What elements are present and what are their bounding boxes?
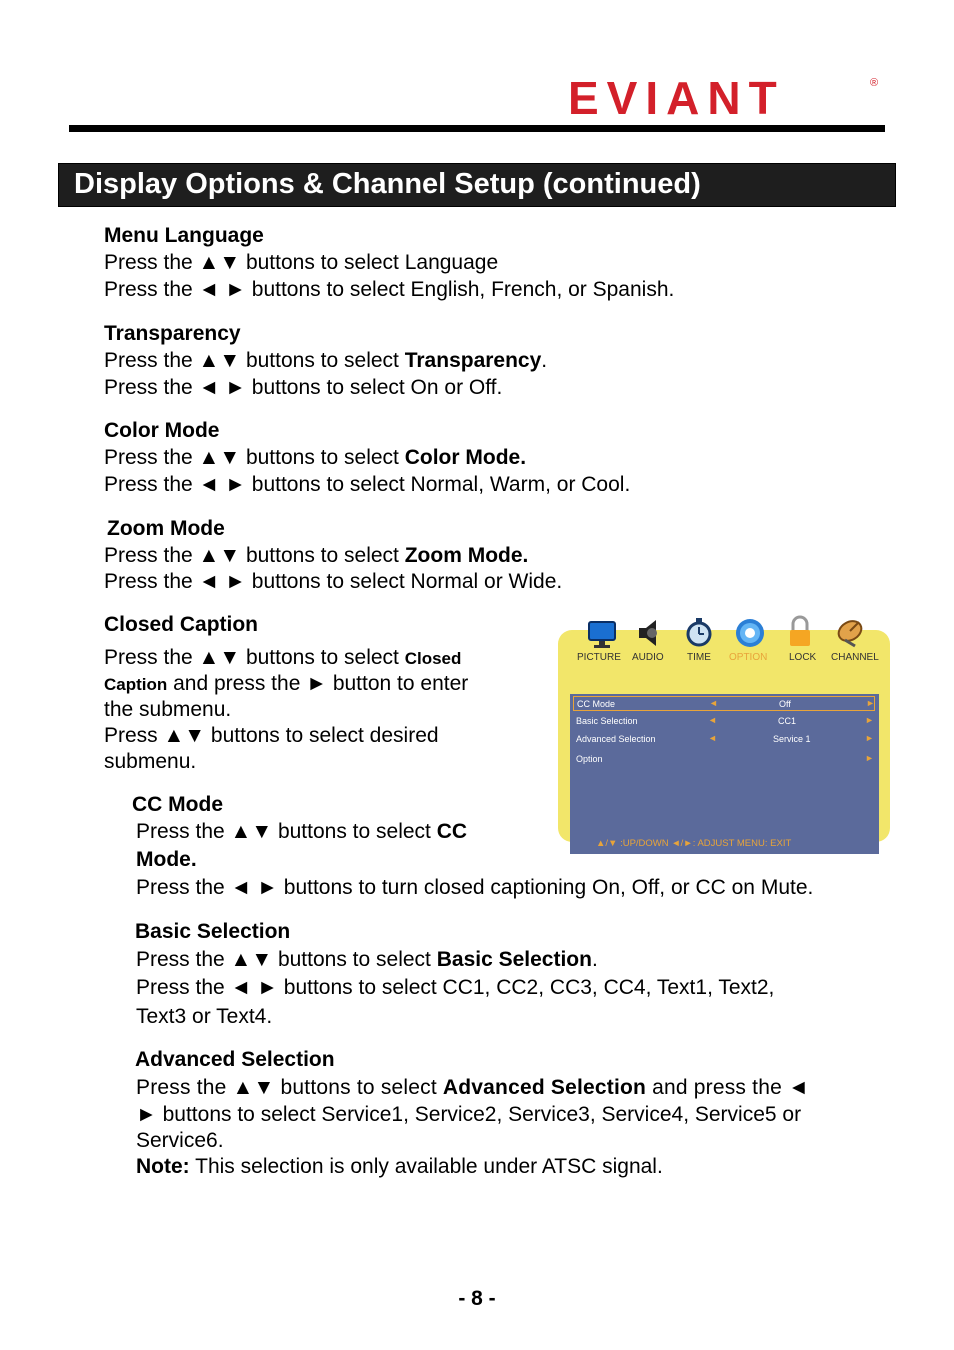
tab-channel: CHANNEL xyxy=(831,652,879,663)
lock-icon xyxy=(781,606,819,652)
tab-lock: LOCK xyxy=(789,652,817,663)
cc-mode-line2: Mode. xyxy=(136,848,197,871)
monitor-icon xyxy=(583,606,621,652)
menu-panel xyxy=(570,694,879,854)
transparency-heading: Transparency xyxy=(104,322,241,345)
closed-caption-line2: Caption and press the ► button to enter xyxy=(104,672,469,695)
menu-row-cc-mode: CC Mode ◄ Off ► xyxy=(573,696,875,711)
closed-caption-line4: Press ▲▼ buttons to select desired xyxy=(104,724,439,747)
zoom-mode-line2: Press the ◄ ► buttons to select Normal or Wide. xyxy=(104,570,563,593)
color-mode-line2: Press the ◄ ► buttons to select Normal, Warm, or Cool. xyxy=(104,473,631,496)
tab-picture: PICTURE xyxy=(577,652,621,663)
option-menu-screenshot xyxy=(558,606,890,849)
left-arrow-icon: ◄ xyxy=(708,733,717,743)
basic-selection-line3: Text3 or Text4. xyxy=(136,1005,273,1028)
menu-row-advanced-selection: Advanced Selection ◄ Service 1 ► xyxy=(576,733,874,744)
basic-selection-line2: Press the ◄ ► buttons to select CC1, CC2, CC3, CC4, Text1, Text2, xyxy=(136,976,775,999)
advanced-selection-note: Note: This selection is only available under ATSC signal. xyxy=(136,1155,663,1178)
gear-icon xyxy=(731,606,769,652)
menu-row-basic-selection: Basic Selection ◄ CC1 ► xyxy=(576,715,874,726)
section-title-banner xyxy=(58,163,896,207)
transparency-line2: Press the ◄ ► buttons to select On or Off. xyxy=(104,376,503,399)
left-arrow-icon: ◄ xyxy=(708,715,717,725)
transparency-line1: Press the ▲▼ buttons to select Transparency. xyxy=(104,349,548,372)
basic-selection-line1: Press the ▲▼ buttons to select Basic Selection. xyxy=(136,948,598,971)
menu-language-line1: Press the ▲▼ buttons to select Language xyxy=(104,251,499,274)
right-arrow-icon: ► xyxy=(866,698,875,708)
menu-language-heading: Menu Language xyxy=(104,224,264,247)
menu-footer-hints: ▲/▼ :UP/DOWN ◄/►: ADJUST MENU: EXIT xyxy=(596,838,792,849)
menu-language-line2: Press the ◄ ► buttons to select English, French, or Spanish. xyxy=(104,278,675,301)
page-title: Display Options & Channel Setup (continued) xyxy=(74,168,701,200)
closed-caption-line3: the submenu. xyxy=(104,698,232,721)
tab-option: OPTION xyxy=(729,652,768,663)
color-mode-heading: Color Mode xyxy=(104,419,220,442)
logo-registered-mark: ® xyxy=(870,77,879,89)
closed-caption-line5: submenu. xyxy=(104,750,197,773)
cc-mode-line3: Press the ◄ ► buttons to turn closed captioning On, Off, or CC on Mute. xyxy=(136,876,814,899)
clock-icon xyxy=(680,606,718,652)
advanced-selection-line3: Service6. xyxy=(136,1129,224,1152)
logo-text: EVIANT xyxy=(568,72,785,122)
closed-caption-heading: Closed Caption xyxy=(104,613,259,636)
cc-mode-line1: Press the ▲▼ buttons to select CC xyxy=(136,820,468,843)
closed-caption-line1: Press the ▲▼ buttons to select Closed xyxy=(104,646,462,669)
zoom-mode-line1: Press the ▲▼ buttons to select Zoom Mode. xyxy=(104,544,529,567)
cc-mode-heading: CC Mode xyxy=(132,793,223,816)
right-arrow-icon: ► xyxy=(865,753,874,763)
header-rule xyxy=(69,125,885,132)
page-number: - 8 - xyxy=(458,1287,496,1310)
menu-row-option: Option ► xyxy=(576,753,874,764)
left-arrow-icon: ◄ xyxy=(709,698,718,708)
right-arrow-icon: ► xyxy=(865,715,874,725)
advanced-selection-line2: ► buttons to select Service1, Service2, Service3, Service4, Service5 or xyxy=(136,1103,802,1126)
basic-selection-heading: Basic Selection xyxy=(135,920,291,943)
advanced-selection-line1: Press the ▲▼ buttons to select Advanced Selection and press the ◄ xyxy=(136,1076,809,1099)
satellite-dish-icon xyxy=(831,606,869,652)
zoom-mode-heading: Zoom Mode xyxy=(107,517,225,540)
eviant-logo xyxy=(566,72,882,122)
advanced-selection-heading: Advanced Selection xyxy=(135,1048,335,1071)
right-arrow-icon: ► xyxy=(865,733,874,743)
tab-audio: AUDIO xyxy=(632,652,664,663)
color-mode-line1: Press the ▲▼ buttons to select Color Mode. xyxy=(104,446,527,469)
speaker-icon xyxy=(630,606,668,652)
tab-time: TIME xyxy=(687,652,711,663)
